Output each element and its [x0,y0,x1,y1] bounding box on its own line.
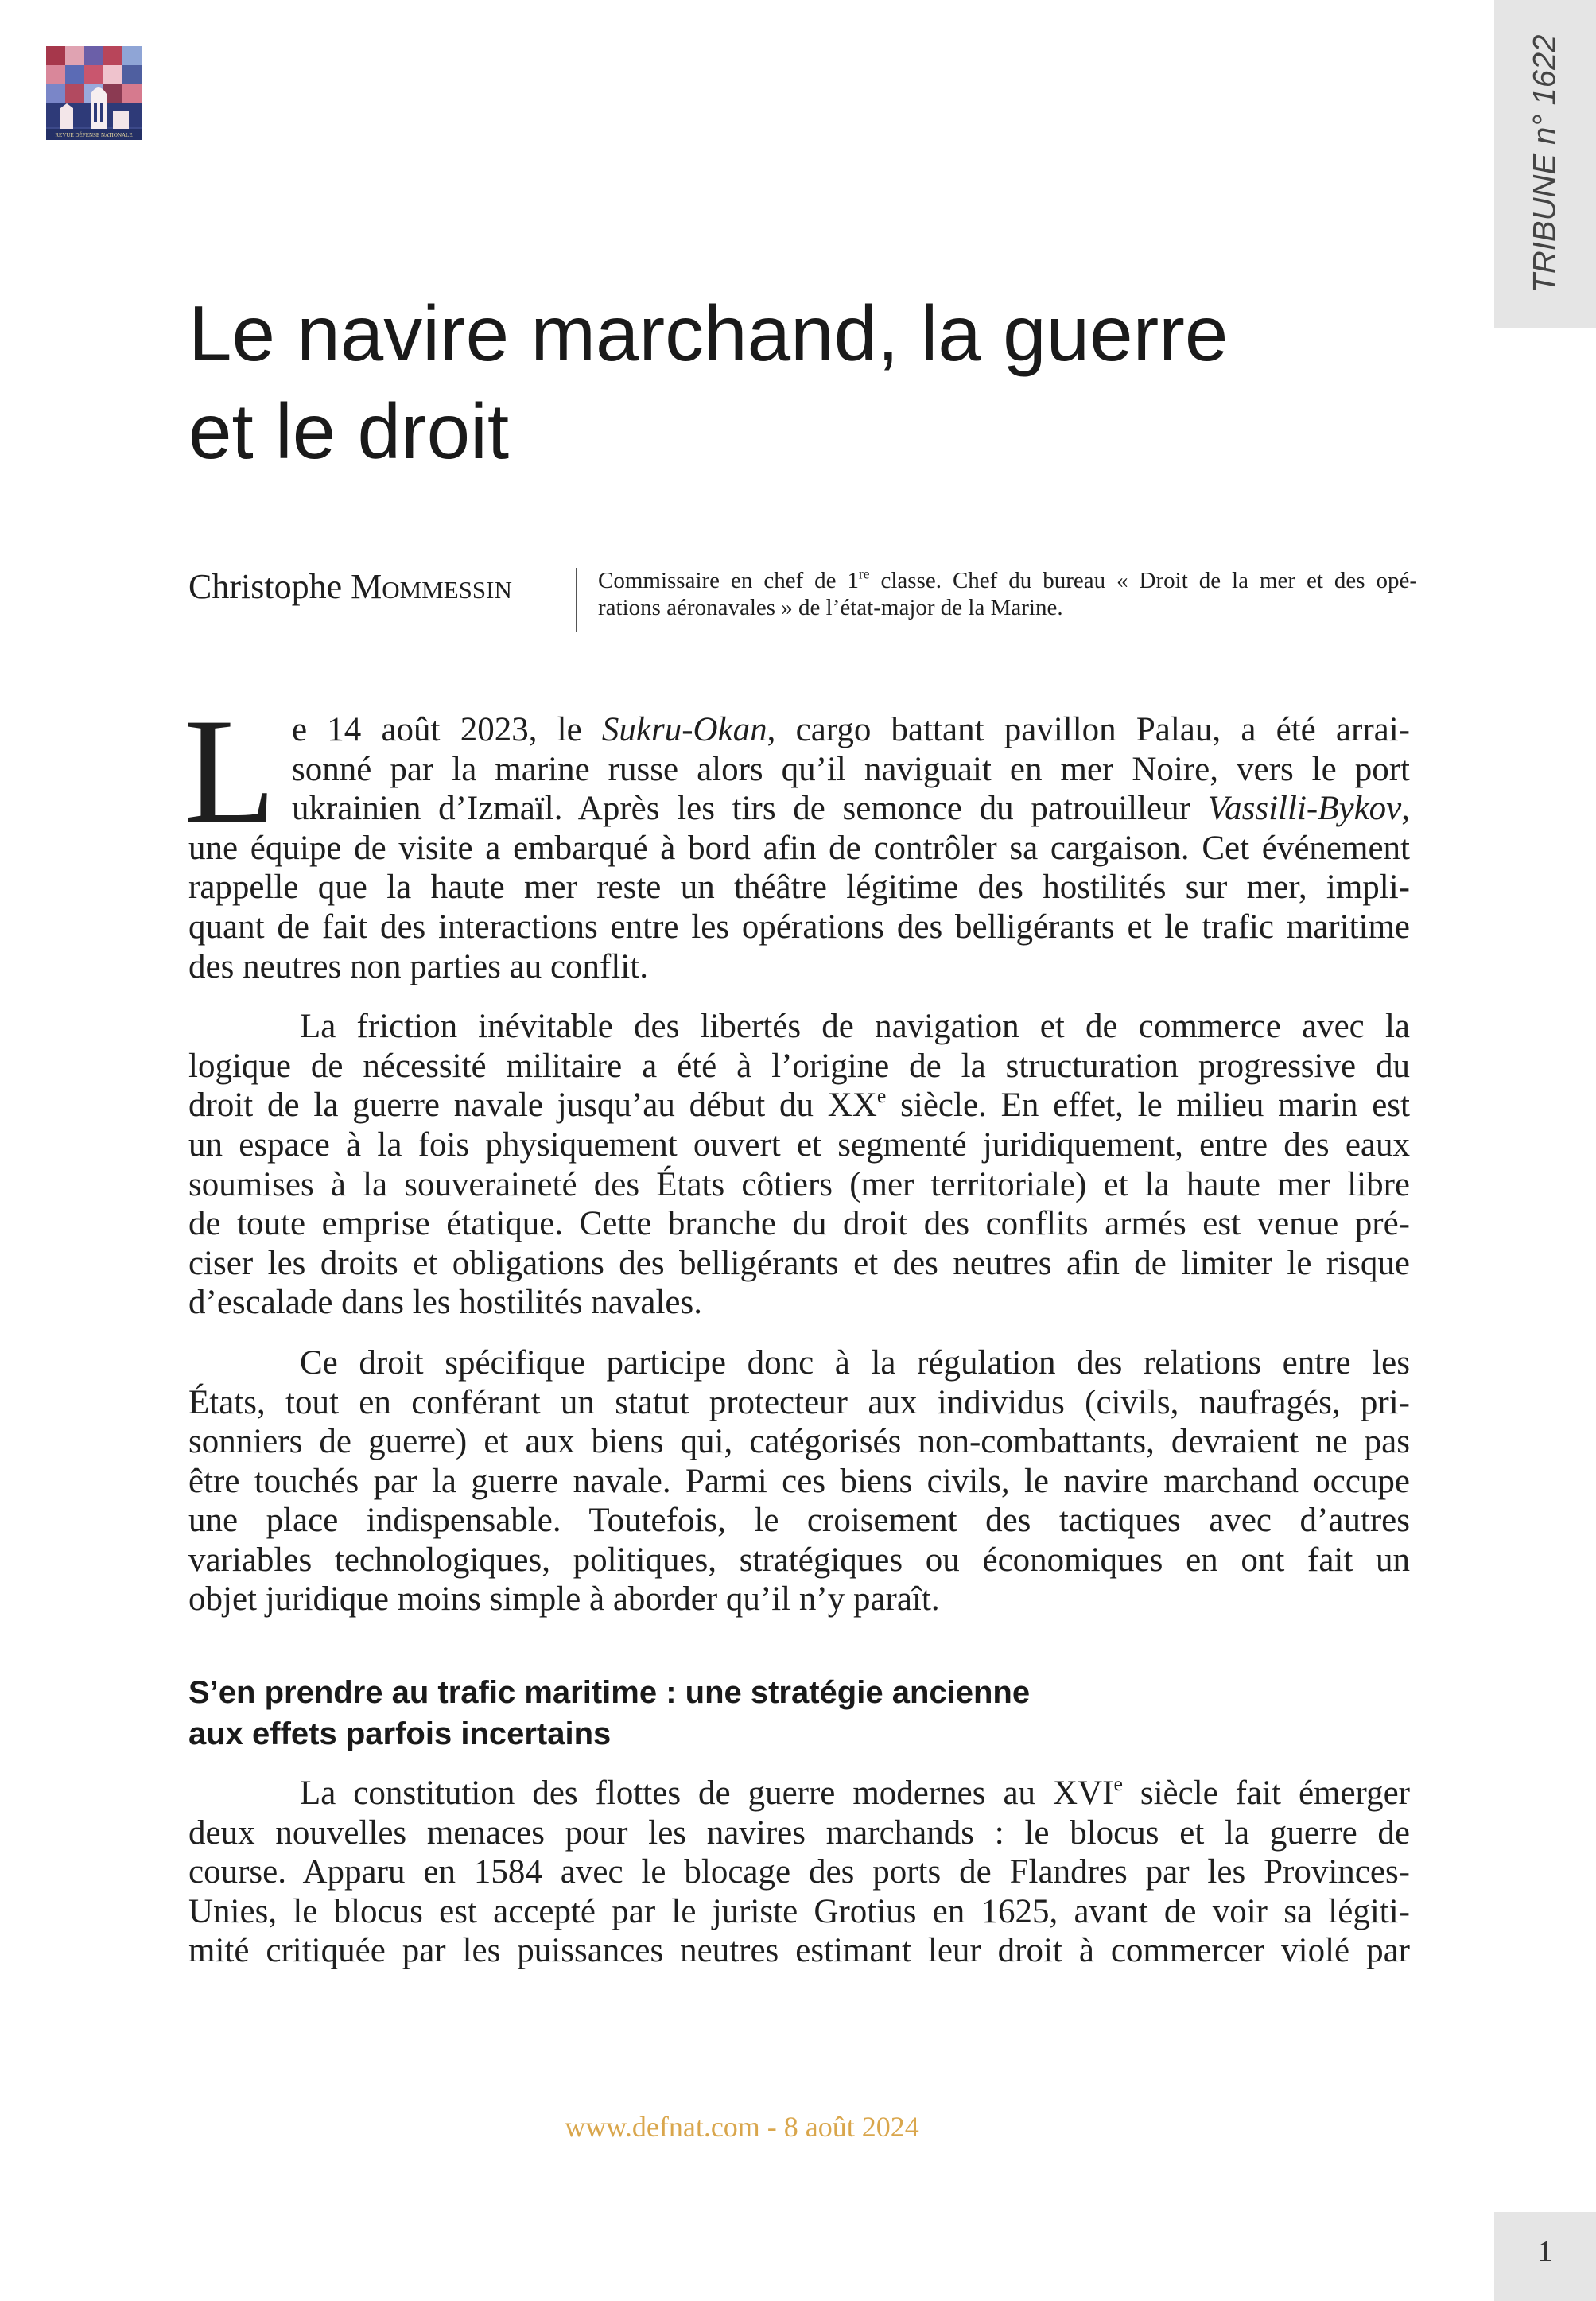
author-bio-line-1: Commissaire en chef de 1re classe. Chef du bureau « Droit de la mer et des opé- [598,566,1417,593]
intro-line-2: sonné par la marine russe alors qu’il naviguait en mer Noire, vers le port [292,750,1410,788]
intro-line-7: des neutres non parties au conflit. [188,947,648,985]
p2-line-3: droit de la guerre navale jusqu’au début du XXe siècle. En effet, le milieu marin est [188,1084,1410,1125]
p4-line-2: deux nouvelles menaces pour les navires marchands : le blocus et la guerre de [188,1813,1410,1852]
p4-line-5: mité critiquée par les puissances neutres estimant leur droit à commercer violé par [188,1932,1410,1970]
p2-line-1: La friction inévitable des libertés de navigation et de commerce avec la [300,1008,1410,1046]
defnat-logo [46,46,142,140]
page-number: 1 [1537,2235,1553,2268]
page-title [188,285,1381,480]
p3-line-2: États, tout en conférant un statut protecteur aux individus (civils, naufragés, pri- [188,1383,1410,1421]
title-line-2: et le droit [188,387,510,475]
section-heading-line-2: aux effets parfois incertains [188,1716,612,1752]
p4-line-3: course. Apparu en 1584 avec le blocage des ports de Flandres par les Provinces- [188,1853,1410,1891]
author-name [188,566,512,608]
intro-paragraph [184,688,1411,986]
p4-line-4: Unies, le blocus est accepté par le juriste Grotius en 1625, avant de voir sa légiti- [188,1892,1410,1930]
section-heading-line-1: S’en prendre au trafic maritime : une stratégie ancienne [188,1675,1031,1711]
section-heading [188,1672,1410,1755]
intro-line-1: e 14 août 2023, le Sukru-Okan, cargo battant pavillon Palau, a été arrai- [292,711,1411,748]
tribune-number-tab [1494,0,1596,328]
author-bio-line-2: rations aéronavales » de l’état-major de la Marine. [598,595,1063,620]
p3-line-4: être touchés par la guerre navale. Parmi ces biens civils, le navire marchand occupe [188,1462,1410,1500]
svg-text:REVUE DÉFENSE NATIONALE: REVUE DÉFENSE NATIONALE [55,132,133,138]
footer-url-date: www.defnat.com - 8 août 2024 [565,2111,919,2143]
p2-line-2: logique de nécessité militaire a été à l’origine de la structuration progressive du [188,1047,1410,1085]
intro-line-6: quant de fait des interactions entre les opérations des belligérants et le trafic maritime [188,908,1410,946]
p3-line-3: sonniers de guerre) et aux biens qui, catégorisés non-combattants, devraient ne pas [188,1423,1410,1461]
intro-line-4: une équipe de visite a embarqué à bord afin de contrôler sa cargaison. Cet événement [188,829,1410,867]
p4-line-1: La constitution des flottes de guerre modernes au XVIe siècle fait émerger [300,1772,1411,1813]
p3-line-7: objet juridique moins simple à aborder qu’il n’y paraît. [188,1580,940,1619]
paragraph-4 [188,1774,1410,1971]
p3-line-5: une place indispensable. Toutefois, le croisement des tactiques avec d’autres [188,1502,1410,1540]
p3-line-1: Ce droit spécifique participe donc à la régulation des relations entre les [300,1343,1410,1382]
p2-line-8: d’escalade dans les hostilités navales. [188,1284,702,1322]
author-separator [576,568,577,632]
article-body [184,688,1411,1971]
author-last-name: Mommessin [351,567,512,606]
paragraph-2 [188,1007,1410,1323]
intro-line-3: ukrainien d’Izmaïl. Après les tirs de semonce du patrouilleur Vassilli-Bykov, [292,790,1410,828]
p2-line-4: un espace à la fois physiquement ouvert et segmenté juridiquement, entre des eaux [188,1125,1410,1164]
p2-line-7: ciser les droits et obligations des belligérants et des neutres afin de limiter le risque [188,1244,1410,1282]
author-first-name: Christophe [188,567,343,606]
p2-line-6: de toute emprise étatique. Cette branche du droit des conflits armés est venue pré- [188,1205,1410,1243]
author-bio [598,567,1417,621]
drop-cap: L [184,688,277,855]
p3-line-6: variables technologiques, politiques, stratégiques ou économiques en ont fait un [188,1541,1410,1579]
intro-line-5: rappelle que la haute mer reste un théâtre légitime des hostilités sur mer, impli- [188,869,1410,907]
tribune-number: TRIBUNE n° 1622 [1527,34,1563,293]
paragraph-3 [188,1343,1410,1619]
p2-line-5: soumises à la souveraineté des États côtiers (mer territoriale) et la haute mer libre [188,1165,1410,1203]
title-line-1: Le navire marchand, la guerre [188,290,1229,377]
page-number-box [1494,2212,1596,2301]
